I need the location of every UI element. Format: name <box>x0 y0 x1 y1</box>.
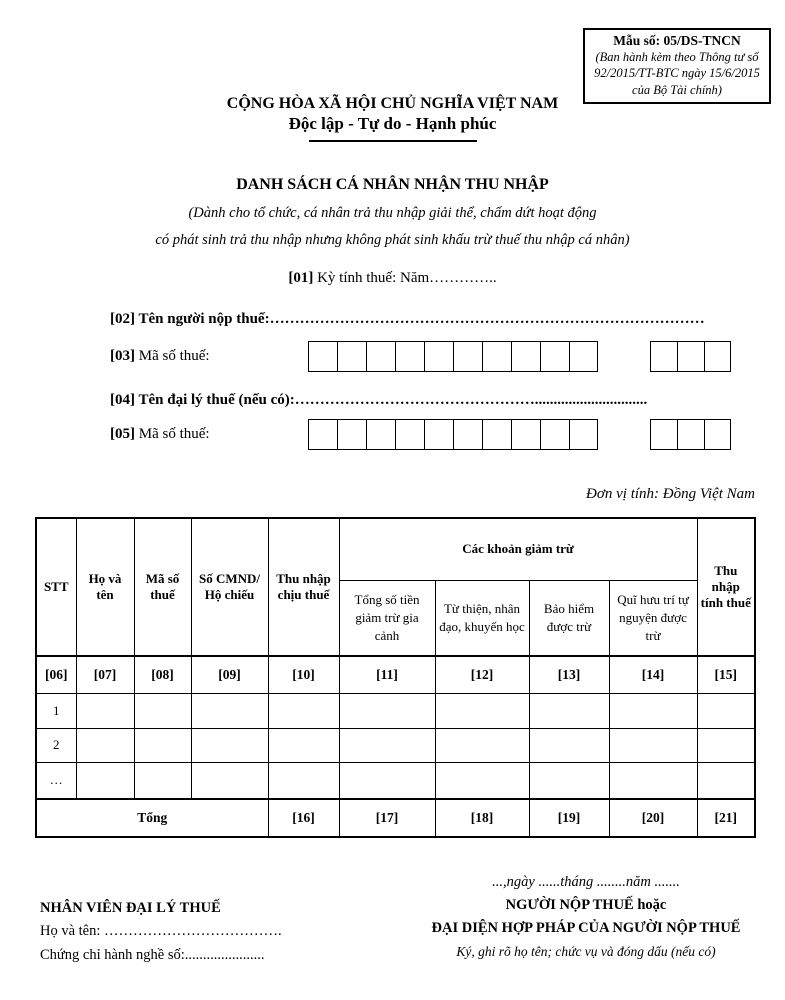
field-02-fill-line[interactable]: …………………………………………………………………………… <box>269 311 705 327</box>
national-header <box>0 95 785 142</box>
empty-cell[interactable] <box>134 762 191 799</box>
index-cell: [12] <box>435 656 529 693</box>
subtitle-line2: có phát sinh trả thu nhập nhưng không phát sinh khấu trừ thuế thu nhập cá nhân) <box>155 231 630 248</box>
col-header-deductions-group: Các khoản giảm trừ <box>339 518 697 580</box>
col-header-charity-deduction: Từ thiện, nhân đạo, khuyến học <box>435 580 529 656</box>
tax-code-box[interactable] <box>704 341 731 372</box>
index-cell: [10] <box>268 656 339 693</box>
national-motto-line1: CỘNG HÒA XÃ HỘI CHỦ NGHĨA VIỆT NAM <box>226 95 559 112</box>
total-row <box>36 799 755 837</box>
empty-cell[interactable] <box>697 762 755 799</box>
table-row <box>36 728 755 762</box>
tax-code-box[interactable] <box>337 341 366 372</box>
index-cell: [09] <box>191 656 268 693</box>
agent-tax-code-boxes-branch <box>650 419 731 450</box>
col-header-family-deduction: Tổng số tiền giảm trừ gia cảnh <box>339 580 435 656</box>
tax-code-box[interactable] <box>482 419 511 450</box>
tax-code-box[interactable] <box>308 341 337 372</box>
form-issued-line3: của Bộ Tài chính) <box>632 82 722 97</box>
index-cell: [11] <box>339 656 435 693</box>
empty-cell[interactable] <box>609 728 697 762</box>
index-cell: [13] <box>529 656 609 693</box>
col-header-stt: STT <box>36 518 76 656</box>
field-05-text: Mã số thuế: <box>135 426 210 442</box>
total-index-cell: [19] <box>529 799 609 837</box>
tax-code-box[interactable] <box>424 419 453 450</box>
tax-code-box[interactable] <box>569 341 598 372</box>
field-02-label: [02] Tên người nộp thuế: <box>110 311 270 327</box>
empty-cell[interactable] <box>268 728 339 762</box>
empty-cell[interactable] <box>435 728 529 762</box>
index-cell: [15] <box>697 656 755 693</box>
col-header-tax-code: Mã số thuế <box>134 518 191 656</box>
field-tax-period <box>0 270 785 287</box>
empty-cell[interactable] <box>134 728 191 762</box>
tax-code-box[interactable] <box>424 341 453 372</box>
tax-code-box[interactable] <box>677 341 704 372</box>
empty-cell[interactable] <box>697 728 755 762</box>
total-index-cell: [21] <box>697 799 755 837</box>
row-stt: 2 <box>36 728 76 762</box>
form-issued-line2: 92/2015/TT-BTC ngày 15/6/2015 <box>594 66 760 81</box>
agent-staff-cert-line[interactable]: Chứng chỉ hành nghề số:...................... <box>40 946 265 963</box>
tax-code-box[interactable] <box>650 341 677 372</box>
agent-staff-title: NHÂN VIÊN ĐẠI LÝ THUẾ <box>40 900 221 916</box>
tax-code-box[interactable] <box>540 419 569 450</box>
tax-code-box[interactable] <box>677 419 704 450</box>
empty-cell[interactable] <box>529 762 609 799</box>
signature-date-line[interactable]: ...,ngày ......tháng ........năm ....... <box>492 874 680 890</box>
col-header-insurance-deduction: Bảo hiểm được trừ <box>529 580 609 656</box>
taxpayer-signature-title2: ĐẠI DIỆN HỢP PHÁP CỦA NGƯỜI NỘP THUẾ <box>431 920 741 937</box>
tax-code-box[interactable] <box>540 341 569 372</box>
empty-cell[interactable] <box>339 728 435 762</box>
tax-code-box[interactable] <box>366 341 395 372</box>
total-index-cell: [16] <box>268 799 339 837</box>
total-index-cell: [20] <box>609 799 697 837</box>
tax-code-box[interactable] <box>704 419 731 450</box>
empty-cell[interactable] <box>268 762 339 799</box>
table-row <box>36 762 755 799</box>
tax-code-box[interactable] <box>453 341 482 372</box>
tax-code-box[interactable] <box>337 419 366 450</box>
index-cell: [08] <box>134 656 191 693</box>
empty-cell[interactable] <box>435 693 529 728</box>
col-header-taxable-income: Thu nhập chịu thuế <box>268 518 339 656</box>
empty-cell[interactable] <box>339 693 435 728</box>
tax-code-box[interactable] <box>395 341 424 372</box>
row-stt: … <box>36 762 76 799</box>
col-header-name: Họ và tên <box>76 518 134 656</box>
motto-underline <box>309 140 477 142</box>
empty-cell[interactable] <box>697 693 755 728</box>
document-subtitle <box>0 200 785 254</box>
empty-cell[interactable] <box>76 762 134 799</box>
tax-code-box[interactable] <box>569 419 598 450</box>
field-03-code: [03] <box>110 348 135 364</box>
tax-code-box[interactable] <box>650 419 677 450</box>
empty-cell[interactable] <box>529 693 609 728</box>
tax-code-box[interactable] <box>366 419 395 450</box>
empty-cell[interactable] <box>76 693 134 728</box>
taxpayer-signature-title1: NGƯỜI NỘP THUẾ hoặc <box>505 897 667 914</box>
empty-cell[interactable] <box>339 762 435 799</box>
tax-code-box[interactable] <box>482 341 511 372</box>
tax-code-box[interactable] <box>453 419 482 450</box>
field-03-text: Mã số thuế: <box>135 348 210 364</box>
table-row <box>36 693 755 728</box>
currency-unit-note: Đơn vị tính: Đồng Việt Nam <box>586 486 755 502</box>
national-motto-line2: Độc lập - Tự do - Hạnh phúc <box>288 114 497 133</box>
income-table <box>35 517 756 838</box>
empty-cell[interactable] <box>268 693 339 728</box>
taxpayer-tax-code-boxes-main <box>308 341 598 372</box>
index-cell: [07] <box>76 656 134 693</box>
agent-tax-code-boxes-main <box>308 419 598 450</box>
tax-code-box[interactable] <box>511 419 540 450</box>
col-header-assessable-income: Thu nhập tính thuế <box>697 518 755 656</box>
field-taxpayer-name <box>110 311 758 328</box>
col-header-id-number: Số CMND/ Hộ chiếu <box>191 518 268 656</box>
taxpayer-tax-code-boxes-branch <box>650 341 731 372</box>
agent-staff-name-line[interactable]: Họ và tên: ………………………………. <box>40 923 282 940</box>
empty-cell[interactable] <box>191 693 268 728</box>
index-cell: [14] <box>609 656 697 693</box>
col-header-pension-deduction: Quĩ hưu trí tự nguyện được trừ <box>609 580 697 656</box>
field-01-code: [01] <box>288 270 314 286</box>
field-01-text[interactable]: Kỳ tính thuế: Năm………….. <box>313 270 497 286</box>
subtitle-line1: (Dành cho tổ chức, cá nhân trả thu nhập giải thể, chấm dứt hoạt động <box>188 205 597 221</box>
empty-cell[interactable] <box>134 693 191 728</box>
empty-cell[interactable] <box>529 728 609 762</box>
form-number: Mẫu số: 05/DS-TNCN <box>613 33 741 48</box>
field-tax-agent-name <box>110 392 758 409</box>
total-index-cell: [18] <box>435 799 529 837</box>
index-cell: [06] <box>36 656 76 693</box>
taxpayer-signature-block <box>400 871 772 962</box>
row-stt: 1 <box>36 693 76 728</box>
tax-code-box[interactable] <box>511 341 540 372</box>
field-05-code: [05] <box>110 426 135 442</box>
empty-cell[interactable] <box>191 762 268 799</box>
empty-cell[interactable] <box>435 762 529 799</box>
empty-cell[interactable] <box>609 762 697 799</box>
form-number-box <box>583 28 771 104</box>
tax-code-box[interactable] <box>308 419 337 450</box>
empty-cell[interactable] <box>76 728 134 762</box>
tax-code-box[interactable] <box>395 419 424 450</box>
total-label: Tổng <box>36 799 268 837</box>
total-index-cell: [17] <box>339 799 435 837</box>
form-issued-line1: (Ban hành kèm theo Thông tư số <box>595 50 759 64</box>
field-04-fill-line[interactable]: ………………………………………….............................. <box>294 392 648 408</box>
empty-cell[interactable] <box>191 728 268 762</box>
field-04-label: [04] Tên đại lý thuế (nếu có): <box>110 392 295 408</box>
signature-instruction-note: Ký, ghi rõ họ tên; chức vụ và đóng dấu (nếu có) <box>456 943 716 959</box>
empty-cell[interactable] <box>609 693 697 728</box>
document-title: DANH SÁCH CÁ NHÂN NHẬN THU NHẬP <box>236 176 549 193</box>
agent-staff-signature-block <box>40 897 282 967</box>
